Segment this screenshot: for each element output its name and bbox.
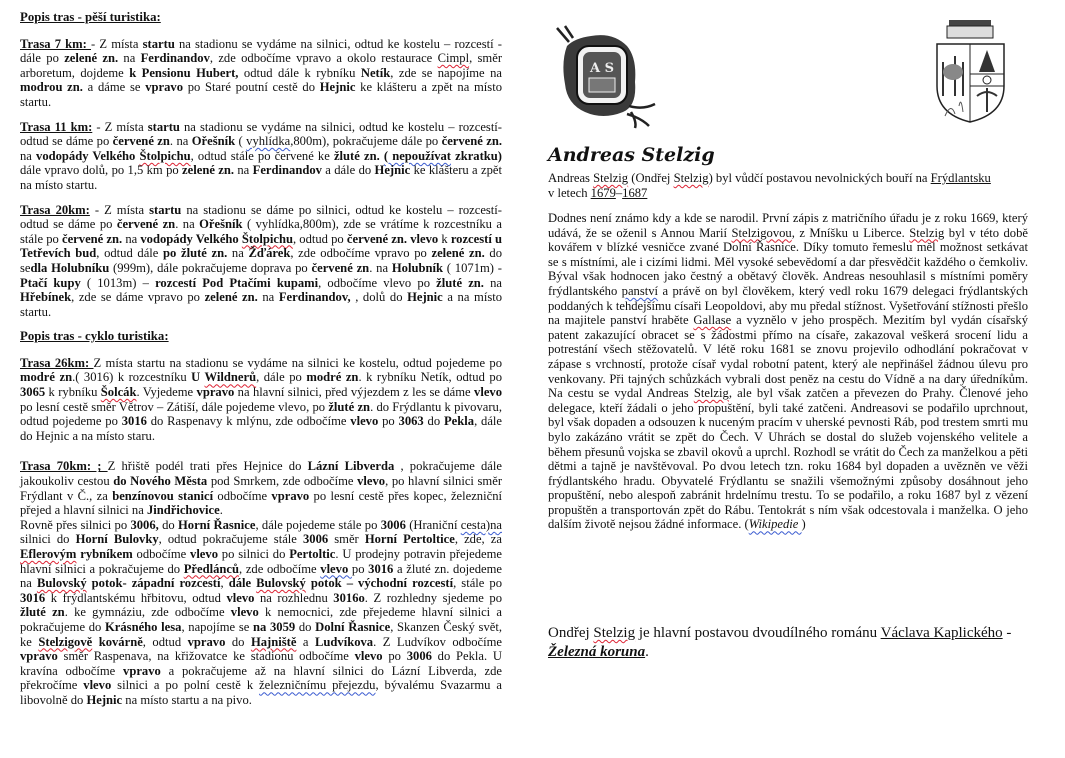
spellcheck-flag: Bulovský — [36, 576, 87, 591]
text-run: . — [645, 644, 649, 660]
grammar-flag: vlevo — [320, 561, 352, 576]
text-run: Hejnic — [407, 290, 443, 305]
text-run: ( — [235, 134, 247, 149]
text-run: Krásného lesa — [105, 619, 182, 634]
text-run: rozcestí Pod Ptačími kupami — [155, 275, 319, 290]
text-run: vlevo — [190, 547, 218, 561]
text-run: na stadionu se vydáme na silnici, odtud ke kostelu – rozcestí- odtud se dáme po — [20, 119, 503, 149]
spellcheck-flag: Stelzig — [693, 386, 729, 401]
text-run: na stadionu se dáme po silnici, odtud ke kostelu – rozcestí- odtud se dáme po — [20, 202, 503, 232]
text-run: na — [20, 148, 37, 163]
text-run: Netík — [360, 65, 391, 80]
svg-text:A S: A S — [589, 61, 615, 76]
spellcheck-flag: Štolpichu — [139, 148, 191, 163]
text-run: , po hlavní silnici směr Frýdlant v Č., za — [20, 474, 503, 503]
text-run: Hřebínek — [20, 290, 72, 305]
text-run: do — [423, 414, 444, 429]
text-run: je hlavní postavou dvoudílného románu — [635, 625, 881, 641]
spellcheck-flag: Stelzigově — [38, 634, 93, 649]
text-run: pod Smrkem, zde odbočíme — [207, 474, 358, 489]
text-run: Andreas — [548, 171, 594, 185]
spellcheck-flag: Hajniště — [250, 634, 297, 649]
text-run: a na místo startu. — [20, 290, 503, 319]
text-run: po lesní cestě směr Větrov – Zátiší, dále pojedeme vlevo, po — [20, 399, 329, 414]
text-run: po — [378, 414, 399, 429]
text-run: odtud dále k rybníku — [238, 65, 361, 80]
text-run: do — [225, 634, 251, 649]
text-run: vpravo — [145, 80, 183, 95]
hyperlink[interactable]: Železná koruna — [548, 644, 646, 660]
text-run: , zde, za — [454, 532, 502, 547]
text-run: a vyznělo v jeho prospěch. Mezitím byl vydán císařský patent zakazující obracet se s žádostmi přímo na císaře, zakazoval veškerá srocení lidu a potrestání všech stěžovatelů. V létě roku 1681 se znovu projevilo odhodlání pokračovat v zápase s vrchností, protože císař vydal robotní patent, který ale nepřinášel žádnou úlevu pro venkovany. Při tajných schůzkách vybrali dost peněz na cestu do Vídně a na dary úředníkům. Na cestu se vydal Andreas — [548, 313, 1028, 401]
text-run: na rozhlednu — [254, 590, 334, 605]
spellcheck-flag: Cimpl — [437, 51, 470, 66]
text-run: žluté zn — [20, 605, 65, 620]
text-run: - Z místa — [89, 202, 150, 217]
text-run: Ondřej — [548, 625, 594, 641]
text-run: , bývalému Svazarmu a libovolně do — [20, 678, 502, 707]
text-run: na — [227, 246, 249, 261]
text-run: k frýdlantskému hřbitovu, odtud — [45, 590, 227, 605]
text-run: Hejnic — [86, 692, 123, 707]
spellcheck-flag: Stelzig — [593, 625, 636, 641]
text-run: červené zn. — [441, 134, 503, 149]
text-run: ) — [801, 517, 806, 532]
text-run: U — [191, 370, 205, 385]
text-run: modré zn — [20, 370, 73, 385]
text-run: vlevo — [474, 385, 503, 400]
text-run: k rybníku — [45, 385, 101, 400]
text-run: , odbočíme vlevo po — [318, 275, 437, 290]
text-run: vlevo — [230, 605, 259, 620]
text-run: , zde odbočíme — [239, 561, 321, 576]
hyperlink[interactable]: 1679 — [590, 185, 616, 200]
text-run: , odtud stále po červené ke — [190, 148, 334, 163]
text-run: , Skanzen Český svět, ke — [20, 619, 502, 649]
text-run: Hejnic — [319, 80, 356, 95]
hyperlink[interactable]: Frýdlantsku — [930, 171, 991, 185]
text-run: , odtud dále — [96, 246, 164, 261]
text-run: na — [483, 275, 502, 290]
text-run: Rovně přes silnici po — [20, 517, 131, 532]
text-run: Ludvíkova — [314, 634, 374, 649]
text-run: - — [1002, 625, 1012, 641]
text-run: odbočíme — [132, 547, 191, 561]
text-run: vpravo — [20, 649, 58, 664]
text-run: po lesní cestě přes kopec, železniční přejed a hlavní silnici na — [20, 488, 502, 518]
text-run: vpravo — [271, 488, 310, 503]
text-run: , stále po — [453, 576, 503, 591]
text-run: Ferdinandov — [252, 163, 322, 178]
text-run: červené zn — [311, 260, 370, 275]
text-run: . U prodejny potravin přejedeme hlavní silnici a pokračujeme do — [20, 547, 502, 576]
text-run: . Z rozhledny sjedeme po — [364, 590, 502, 605]
text-run: dále — [228, 576, 257, 591]
text-run: rozcestí u Tetřevích bud — [20, 231, 502, 261]
grammar-flag: cesta)na — [460, 517, 502, 532]
text-run: , odtud po — [292, 231, 347, 246]
route-label: Trasa 7 km: — [20, 36, 91, 51]
text-run: k Pensionu Hubert, — [129, 65, 239, 80]
text-run: , dále po — [256, 370, 307, 385]
hyperlink[interactable]: 1687 — [622, 185, 648, 200]
text-run: na 3059 — [253, 619, 296, 634]
text-run: ,800m), pokračujeme dále po — [290, 134, 442, 149]
text-run: zkratku) — [450, 148, 502, 163]
text-run: potok – východní rozcestí — [305, 576, 454, 591]
text-run: a — [296, 634, 315, 649]
text-run: silnici a po polní cestě k — [111, 678, 260, 693]
text-run: směr Raspenava, na křižovatce ke stadionu odbočíme — [57, 649, 355, 664]
text-run: dále vpravo dolů, po 1,5 km po — [20, 163, 183, 178]
text-run: vodopády Velkého — [140, 231, 242, 246]
text-run: vlevo — [226, 590, 255, 605]
spellcheck-flag: Gallase — [693, 313, 732, 328]
text-run: , odtud — [142, 634, 188, 649]
text-run: silnici do — [20, 532, 76, 547]
text-run: 3065 — [20, 385, 46, 400]
text-run: . Vyjedeme — [136, 385, 197, 400]
route-label: Trasa 26km: — [20, 355, 94, 370]
text-run: směr — [328, 532, 365, 547]
spellcheck-flag: Stelzigovou — [731, 225, 792, 240]
text-run: Ořešník — [199, 217, 243, 232]
spellcheck-flag: Wildnerů — [204, 370, 257, 385]
text-run: vlevo — [83, 678, 112, 693]
text-run: na stadionu se vydáme na silnici, odtud ke kostelu – rozcestí - dále po — [20, 36, 503, 66]
text-run: červené zn. vlevo — [346, 231, 439, 246]
text-run: kovárně — [92, 634, 143, 649]
route-70km — [20, 459, 502, 707]
text-run: zelené zn. — [204, 290, 258, 305]
spellcheck-flag: Stelzig — [593, 171, 629, 185]
text-run: - Z místa — [91, 36, 143, 51]
text-run: Ořešník — [191, 134, 236, 149]
text-run: 3006 — [302, 532, 329, 547]
text-run: , dále do Hejnic a na místo staru. — [20, 414, 503, 443]
text-run: Dodnes není známo kdy a kde se narodil. První zápis z matričního úřadu je z roku 1669, který udává, že se oženil s Annou Marií — [548, 211, 1028, 240]
text-run: 3016 — [368, 561, 394, 576]
text-run: Lázní Libverda — [307, 459, 395, 474]
text-run: vpravo — [196, 385, 235, 400]
text-run: k nemocnici, zde přejedeme hlavní silnici a pokračujeme do — [20, 605, 502, 634]
text-run: Horní Pertoltice — [364, 532, 455, 547]
text-run: Ferdinandov, — [278, 290, 356, 305]
text-run: odbočíme — [213, 488, 272, 503]
text-run: ) byl vůdčí postavou nevolnických bouří na — [708, 171, 931, 185]
text-run: do Nového Města — [113, 474, 208, 489]
text-run: ( 1071m) - — [442, 260, 502, 275]
text-run: . na — [169, 134, 192, 149]
text-run: do se — [20, 246, 503, 275]
article-intro — [548, 171, 1028, 200]
text-run: na místo startu a na pivo. — [122, 692, 252, 707]
text-run: ( 1013m) – — [80, 275, 156, 290]
text-run: v letech — [548, 185, 591, 200]
text-run: 3006, — [130, 517, 159, 532]
text-run: , odtud pokračujeme stále — [158, 532, 303, 547]
text-run: dla Holubníku — [30, 260, 110, 275]
text-run: , zde odbočíme vpravo a okolo restaurace — [209, 51, 438, 66]
text-run: do — [158, 517, 178, 532]
text-run: (999m), dále pokračujeme doprava po — [109, 260, 312, 275]
text-run: do Pekla. U kravína odbočíme — [20, 649, 503, 678]
text-run: modré zn — [306, 370, 359, 385]
heading-cycling-routes: Popis tras - cyklo turistika: — [20, 329, 169, 344]
text-run: vlevo — [357, 474, 386, 489]
text-run: 3063 — [398, 414, 424, 429]
text-run: po Staré poutní cestě do — [182, 80, 320, 95]
route-label: Trasa 70km: ; — [20, 459, 108, 474]
hyperlink[interactable]: Václava Kaplického — [880, 625, 1003, 641]
text-run: vlevo — [350, 414, 379, 429]
text-run: (Ondřej — [628, 171, 674, 185]
spellcheck-flag: Eflerovým — [20, 547, 77, 561]
text-run: Z hřiště podél trati přes Hejnice do — [107, 459, 308, 474]
text-run: . — [219, 503, 223, 518]
text-run: 3006 — [406, 649, 432, 664]
text-run: zelené zn. — [431, 246, 485, 261]
text-run: ( vyhlídka,800m), zde se vrátíme k rozcestníku a stále po — [20, 217, 502, 246]
route-7km — [20, 37, 502, 110]
route-label: Trasa 11 km: — [20, 119, 93, 134]
wax-seal-icon — [551, 22, 663, 130]
text-run: žluté zn. — [333, 148, 380, 163]
text-run: , zde se dáme vpravo po — [71, 290, 205, 305]
text-run: 3016 — [121, 414, 147, 429]
text-run: a pokračujeme až na hlavní silnici do Lázní Libverda, zde překročíme — [20, 663, 502, 693]
text-run: na hlavní silnici, před výjezdem z les se dáme — [234, 385, 475, 400]
text-run: 3006 — [380, 517, 406, 532]
text-run: na — [257, 290, 279, 305]
grammar-flag: železničnímu přejezdu — [259, 678, 376, 693]
text-run: žluté zn — [328, 399, 371, 414]
route-label: Trasa 20km: — [20, 202, 90, 217]
text-run: do Raspenavy k mlýnu, zde odbočíme — [146, 414, 351, 429]
text-run: 3016 — [20, 590, 46, 605]
text-run: byl v této době kovářem v blízké vesničce zvané Dolní Řasnice. Díky tomuto řemeslu měl možnost setkávat se s místními, ale i cizími lidmi. Měl vysoké sebevědomí a dar přesvědčit každého o čemkoliv. Býval však hodnocen jako čestný a obětavý člověk. Andreas nesouhlasil s místními poměry frýdlantského — [548, 225, 1028, 298]
text-run: . do Frýdlantu k pivovaru, odtud pojedeme po — [20, 399, 502, 429]
text-run: (Hraniční — [405, 517, 461, 532]
article-biography — [548, 211, 1028, 532]
text-run: Ptačí kupy — [20, 275, 81, 290]
text-run: Ferdinandov — [140, 51, 210, 66]
text-run: na — [122, 231, 141, 246]
text-run: . k rybníku Netík, odtud po — [358, 370, 502, 385]
text-run: , ale byl však zatčen a převezen do Prahy. Členové jeho delegace, kteří žádali o jeho propuštění, byli také zatčeni. Andreasovi se podařilo uprchnout, byl však dopaden a odsouzen k nuceným pracím v uherské pevnosti Ráb, pod trestem smrti mu bylo zakázáno vrátit se zpět do Čech. V Uhrách se dostal do služeb vojenského velitele a během přesunů vojska se zbavil okovů a uprchl. Rozhodl se vrátit do Čech za manželkou a pěti dětmi a tajně je navštěvoval. Po dvou letech tzn. roku 1684 byl dopaden a uvězněn ve věži frýdlantského hradu. Obyvatelé Frýdlantu se snažili všemožnými způsoby dosáhnout jeho propuštění, nebo alespoň zabránit hrdelnímu trestu. To se podařilo, a roku 1687 byl z vězení propuštěn a transportován zpět do Rábu. Tentokrát s ním však odcestovala i manželka. O jeho dalším životě nejsou žádné informace. ( — [548, 386, 1028, 532]
text-run: Pekla — [443, 414, 475, 429]
novel-note — [548, 624, 1028, 662]
text-run: červené zn — [112, 134, 170, 149]
spellcheck-flag: Předlánců — [183, 561, 240, 576]
text-run: , zde odbočíme vpravo po — [290, 246, 432, 261]
text-run: k — [438, 231, 451, 246]
text-run: – — [615, 185, 623, 200]
text-run: vlevo — [354, 649, 383, 664]
route-20km — [20, 203, 502, 320]
grammar-flag: ( nepoužívat — [383, 148, 451, 163]
spellcheck-flag: Stelzig — [673, 171, 709, 185]
grammar-flag[interactable]: Wikipedie — [748, 517, 802, 532]
text-run: . na — [175, 217, 200, 232]
text-run: Pertoltic — [289, 547, 336, 561]
text-run: a právě on byl člověkem, který vedl roku 1679 delegaci frýdlantských poddaných k tehdejšímu císaři Leopoldovi, aby mu předal stížnost. Vyšetřování stížnosti přešlo na majitele panství hraběte — [548, 283, 1028, 328]
text-run: . na — [369, 260, 392, 275]
text-run: po — [382, 649, 407, 664]
text-run: startu — [149, 202, 182, 217]
text-run: startu — [147, 119, 180, 134]
text-run: Horní Řasnice — [177, 517, 256, 532]
text-run: , zde se napojíme na — [390, 65, 502, 80]
text-run: a žluté zn. dojedeme na — [20, 561, 502, 591]
article-title: Andreas Stelzig — [548, 144, 715, 166]
text-run: , dále pojedeme stále po — [255, 517, 381, 532]
text-run: ke klášteru a zpět na místo startu. — [20, 80, 503, 109]
text-run: modrou zn. — [20, 80, 83, 95]
text-run: , pokračujeme dále jakoukoliv cestou — [20, 459, 502, 489]
text-run: vpravo — [123, 663, 161, 678]
text-run: po silnici do — [218, 547, 290, 561]
spellcheck-flag: Stelzig — [909, 225, 945, 240]
text-run: Žďárek — [248, 246, 291, 261]
text-run: po žluté zn. — [163, 246, 228, 261]
text-run: červené zn. — [62, 231, 123, 246]
spellcheck-flag: Štolpichu — [241, 231, 293, 246]
grammar-flag: panství — [621, 283, 659, 298]
text-run: Holubník — [391, 260, 443, 275]
spellcheck-flag: Bulovský — [256, 576, 306, 591]
text-run: , směr arboretum, dojdeme — [20, 51, 503, 80]
left-column — [20, 10, 502, 718]
text-run: červené zn — [116, 217, 176, 232]
text-run: Horní Bulovky — [75, 532, 159, 547]
text-run: Dolní Řasnice — [315, 619, 391, 634]
text-run: . Z Ludvíkov odbočíme — [373, 634, 503, 649]
text-run: Hejnic — [374, 163, 411, 178]
text-run: a dále do — [321, 163, 375, 178]
text-run: - Z místa — [92, 119, 148, 134]
text-run: , dolů do — [355, 290, 408, 305]
text-run: na — [118, 51, 141, 66]
text-run: zelené zn. — [182, 163, 235, 178]
text-run: Z místa startu na stadionu se vydáme na silnici ke kostelu, odtud pojedeme po — [93, 355, 502, 370]
text-run: žluté zn. — [436, 275, 484, 290]
text-run: vodopády Velkého — [36, 148, 140, 163]
coat-of-arms-icon — [933, 16, 1008, 124]
text-run: , z Mníšku u Liberce. — [791, 225, 910, 240]
text-run: ke klášteru a zpět na místo startu. — [20, 163, 502, 192]
text-run: potok- západní rozcestí — [86, 576, 221, 591]
text-run: , napojíme se — [181, 619, 254, 634]
text-run: po — [351, 561, 369, 576]
text-run: na — [234, 163, 253, 178]
heading-walking-routes: Popis tras - pěší turistika: — [20, 10, 161, 24]
route-26km — [20, 356, 502, 444]
grammar-flag: vyhlídka — [246, 134, 291, 149]
text-run: .( 3016) k rozcestníku — [72, 370, 192, 385]
text-run: do — [295, 619, 316, 634]
text-run: , — [220, 576, 229, 591]
text-run: vpravo — [187, 634, 226, 649]
text-run: zelené zn. — [64, 51, 119, 66]
spellcheck-flag: Šolcák — [100, 385, 137, 400]
header-images — [540, 0, 1060, 140]
text-run: startu — [142, 36, 175, 51]
text-run: . ke gymnáziu, zde odbočíme — [64, 605, 231, 620]
route-11km — [20, 120, 502, 193]
text-run: benzínovou stanicí — [112, 488, 214, 503]
text-run: rybníkem — [76, 547, 133, 561]
text-run: Jindřichovice — [146, 503, 220, 518]
text-run: a dáme se — [82, 80, 146, 95]
text-run: 3016o — [333, 590, 365, 605]
